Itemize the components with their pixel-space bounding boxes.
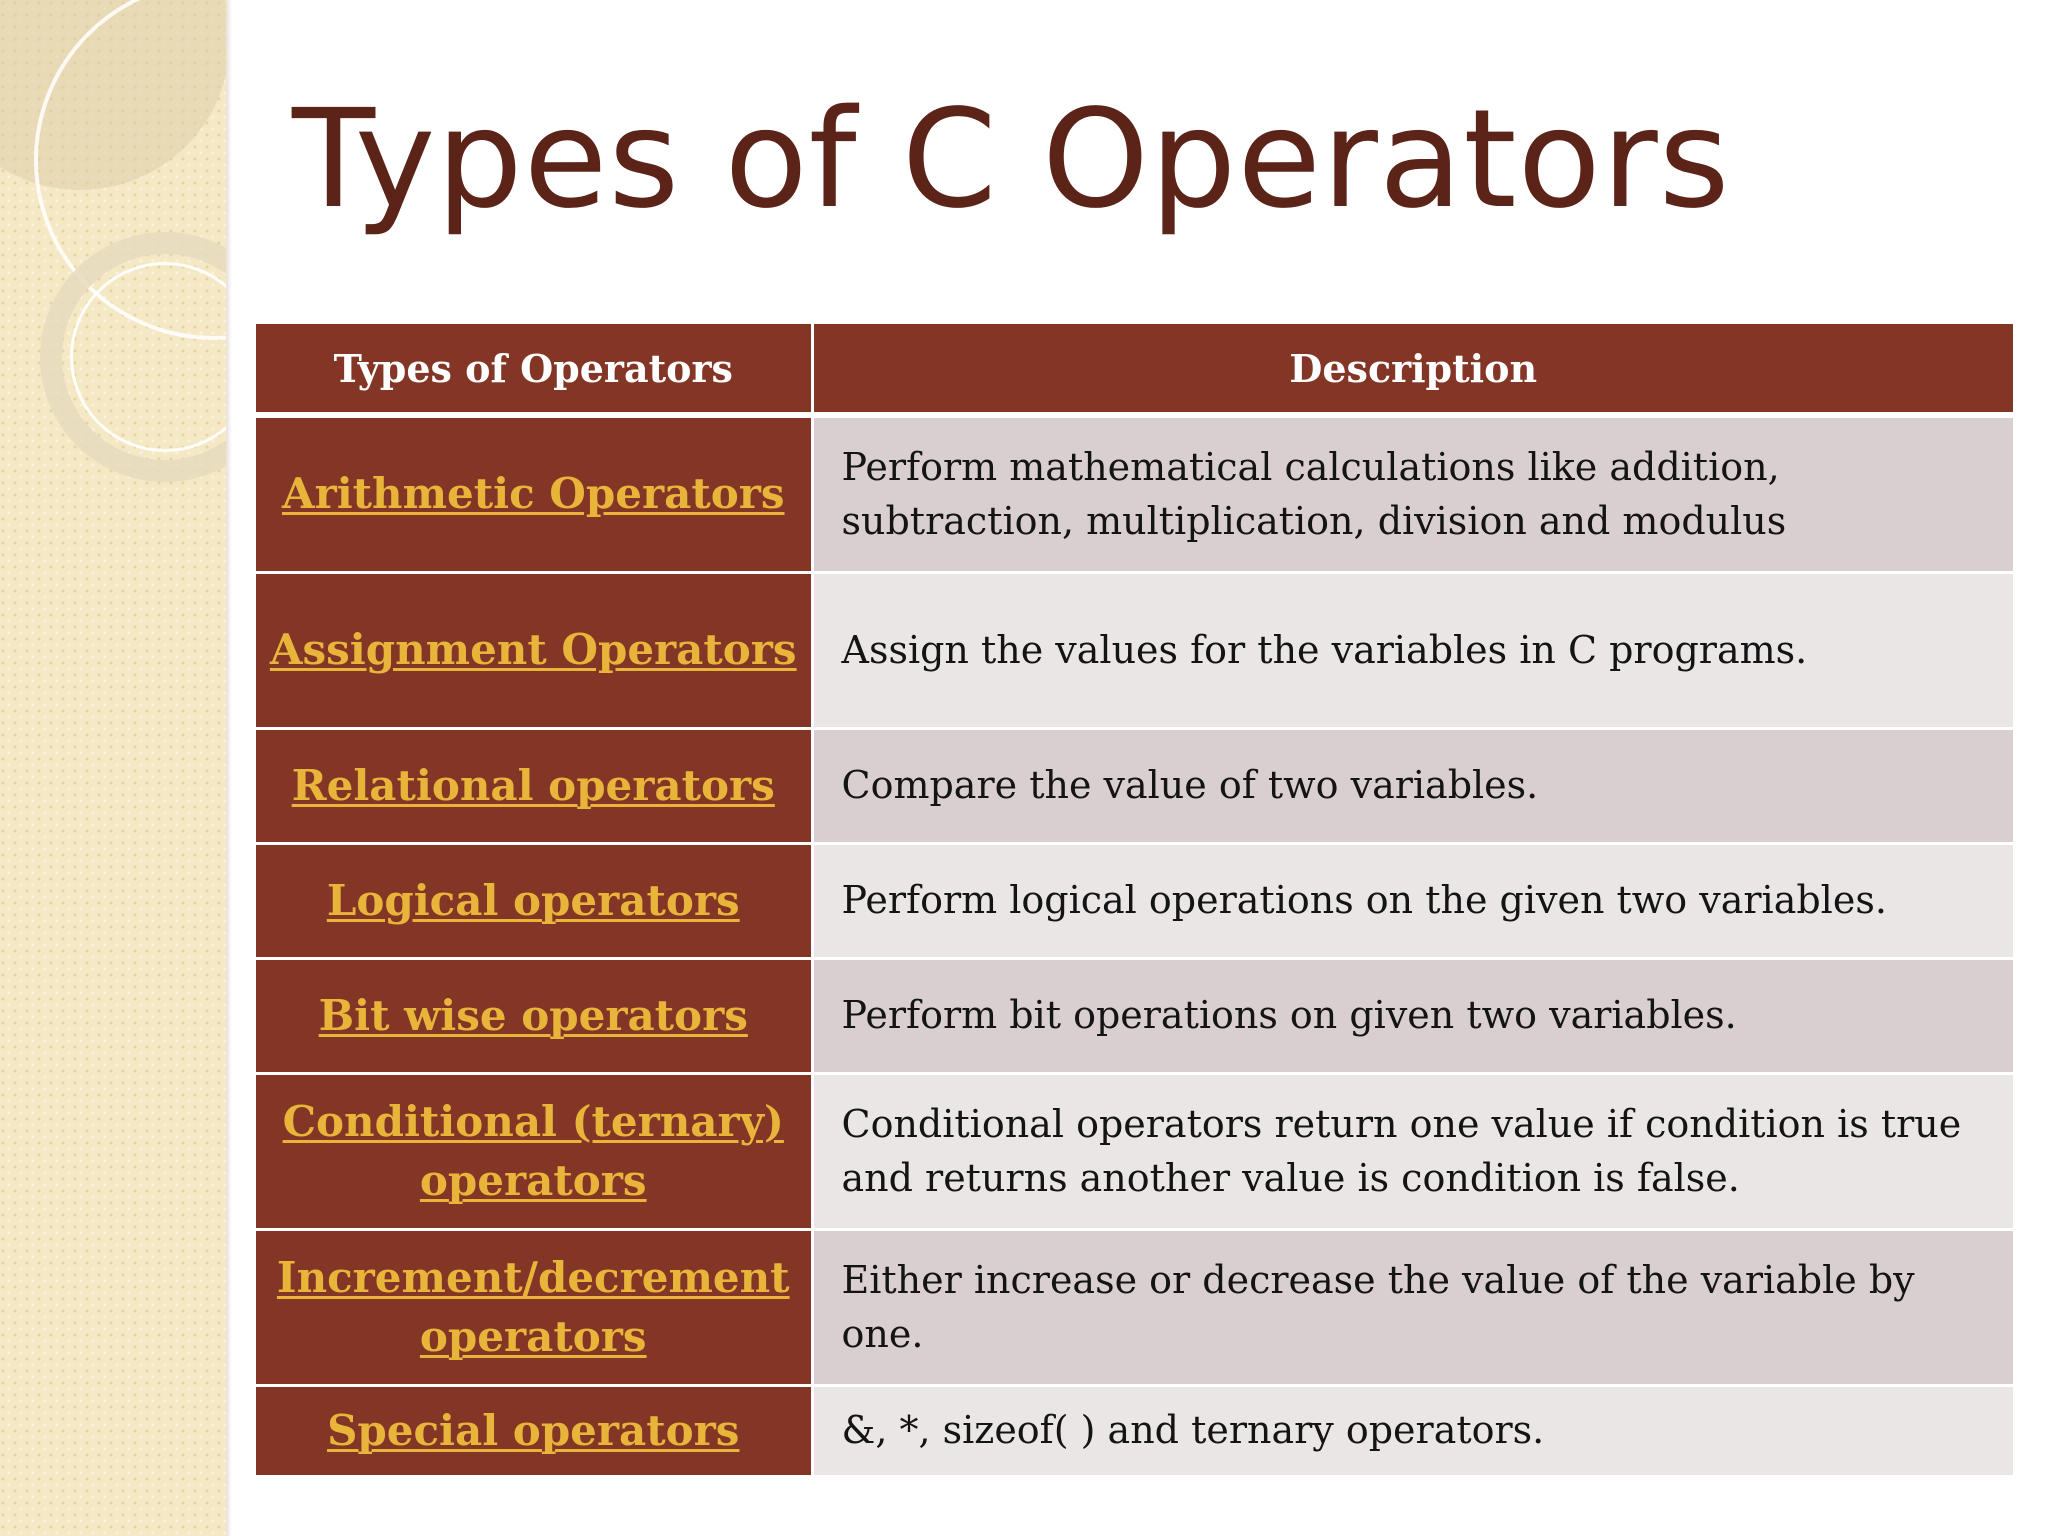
operator-description: Compare the value of two variables. <box>812 729 2013 844</box>
table-row <box>256 415 2013 573</box>
conditional-operators-link[interactable]: Conditional (ternary) operators <box>282 1096 784 1205</box>
operator-description: &, *, sizeof( ) and ternary operators. <box>812 1386 2013 1476</box>
operator-description: Perform bit operations on given two variables. <box>812 959 2013 1074</box>
assignment-operators-link[interactable]: Assignment Operators <box>269 625 797 675</box>
operator-description: Assign the values for the variables in C programs. <box>812 573 2013 729</box>
operator-description: Conditional operators return one value if condition is true and returns another value is condition is false. <box>812 1074 2013 1230</box>
operator-type-cell <box>256 1230 812 1386</box>
operator-description: Perform logical operations on the given two variables. <box>812 844 2013 959</box>
operator-type-cell <box>256 729 812 844</box>
table-row <box>256 1074 2013 1230</box>
relational-operators-link[interactable]: Relational operators <box>291 760 775 810</box>
operator-description: Perform mathematical calculations like addition, subtraction, multiplication, division and modulus <box>812 415 2013 573</box>
operator-type-cell <box>256 415 812 573</box>
table-row <box>256 959 2013 1074</box>
bitwise-operators-link[interactable]: Bit wise operators <box>318 990 748 1040</box>
table-row <box>256 729 2013 844</box>
operators-table <box>256 324 2013 1475</box>
decorative-side-band <box>0 0 226 1536</box>
special-operators-link[interactable]: Special operators <box>327 1405 740 1455</box>
operator-type-cell <box>256 959 812 1074</box>
arithmetic-operators-link[interactable]: Arithmetic Operators <box>281 469 785 519</box>
increment-decrement-operators-link[interactable]: Increment/decrement operators <box>276 1252 790 1361</box>
table-row <box>256 573 2013 729</box>
table-header-row <box>256 324 2013 415</box>
slide-title: Types of C Operators <box>292 81 1731 239</box>
table-row <box>256 1386 2013 1476</box>
table-row <box>256 844 2013 959</box>
header-types-of-operators: Types of Operators <box>256 324 812 415</box>
operator-type-cell <box>256 844 812 959</box>
operator-type-cell <box>256 1386 812 1476</box>
operator-type-cell <box>256 1074 812 1230</box>
operator-description: Either increase or decrease the value of the variable by one. <box>812 1230 2013 1386</box>
logical-operators-link[interactable]: Logical operators <box>326 875 740 925</box>
header-description: Description <box>812 324 2013 415</box>
table-row <box>256 1230 2013 1386</box>
side-band-shadow <box>226 0 232 1536</box>
operator-type-cell <box>256 573 812 729</box>
